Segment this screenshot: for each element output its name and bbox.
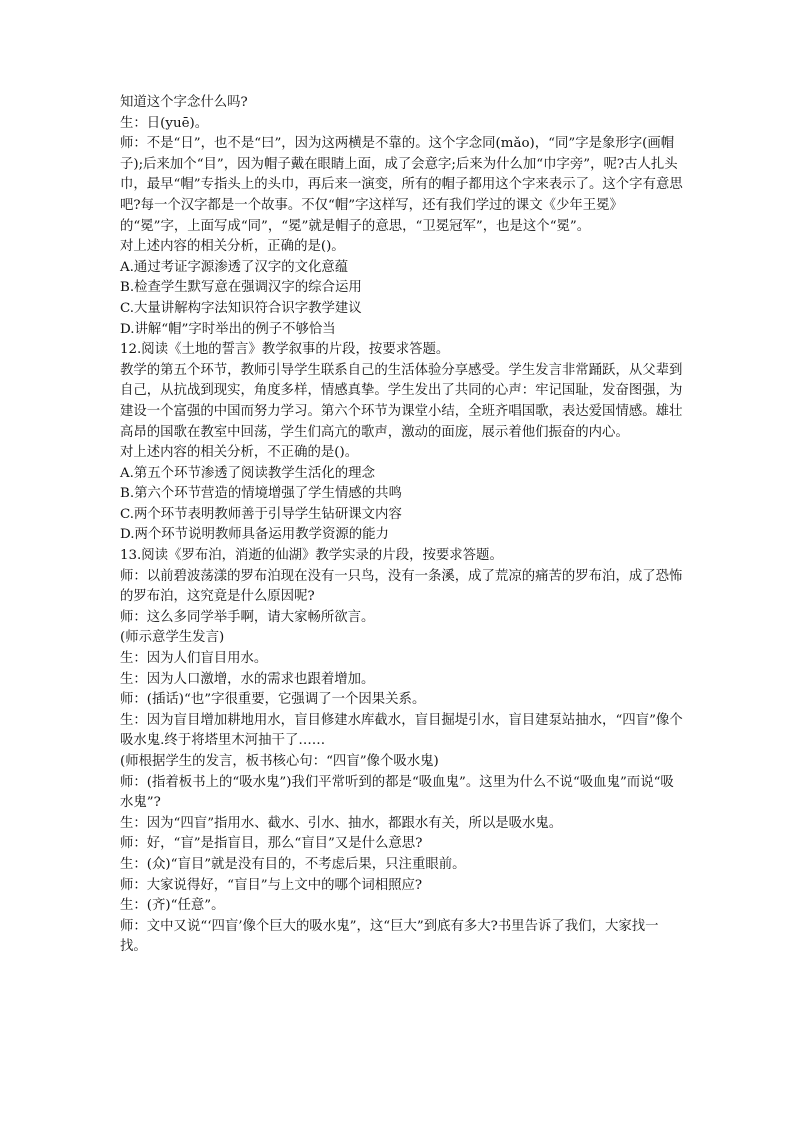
text-line: 知道这个字念什么吗?: [120, 95, 248, 110]
text-line: 生：日(yuē)。: [120, 115, 209, 131]
option-c: C.两个环节表明教师善于引导学生钻研课文内容: [120, 506, 402, 522]
option-a: A.第五个环节渗透了阅读教学生活化的理念: [120, 465, 375, 481]
question-stem: 对上述内容的相关分析，正确的是()。: [120, 239, 345, 255]
question-stem: 对上述内容的相关分析，不正确的是()。: [120, 445, 359, 461]
dialogue-line: 师：文中又说“‘四盲’像个巨大的吸水鬼”，这“巨大”到底有多大?书里告诉了我们，大家找一找。: [120, 918, 659, 955]
option-d: D.两个环节说明教师具备运用教学资源的能力: [120, 527, 389, 543]
dialogue-line: 师：(插话)“也”字很重要，它强调了一个因果关系。: [120, 692, 426, 708]
option-d: D.讲解“帽”字时举出的例子不够恰当: [120, 321, 336, 337]
option-a: A.通过考证字源渗透了汉字的文化意蕴: [120, 259, 349, 275]
stage-note: (师根据学生的发言，板书核心句：“四盲”像个吸水鬼): [120, 754, 439, 769]
dialogue-line: 生：因为“四盲”指用水、截水、引水、抽水，都跟水有关，所以是吸水鬼。: [120, 815, 563, 831]
dialogue-line: 生：因为人们盲目用水。: [120, 651, 268, 667]
dialogue-line: 师：以前碧波荡漾的罗布泊现在没有一只鸟，没有一条溪，成了荒凉的痛苦的罗布泊，成了恐怖的罗布泊，这究竟是什么原因呢?: [120, 568, 683, 605]
dialogue-line: 师：这么多同学举手啊，请大家畅所欲言。: [120, 609, 375, 625]
question-13-title: 13.阅读《罗布泊，消逝的仙湖》教学实录的片段，按要求答题。: [120, 548, 503, 564]
dialogue-line: 师：(指着板书上的“吸水鬼”)我们平常听到的都是“吸血鬼”。这里为什么不说“吸血鬼”而说“吸水鬼”?: [120, 774, 674, 811]
stage-note: (师示意学生发言): [120, 630, 225, 646]
option-b: B.第六个环节营造的情境增强了学生情感的共鸣: [120, 486, 402, 502]
question-12-title: 12.阅读《土地的誓言》教学叙事的片段，按要求答题。: [120, 342, 450, 358]
teacher-paragraph: 师：不是“日”，也不是“曰”，因为这两横是不靠的。这个字念同(mǎo)，“同”字是象形字(画帽子);后来加个“目”，因为帽子戴在眼睛上面，成了会意字;后来为什么加“巾字旁”，呢?古人扎头巾，最早“帽”专指头上的头巾，再后来一演变，所有的帽子都用这个字来表示了。这个字有意思吧?每一个汉字都是一个故事。不仅“帽”字这样写，还有我们学过的课文《少年王冕》的“冕”字，上面写成“同”，“冕”就是帽子的意思，“卫冕冠军”，也是这个“冕”。: [120, 136, 683, 234]
dialogue-line: 师：大家说得好，“盲目”与上文中的哪个词相照应?: [120, 877, 423, 893]
document-body: [120, 93, 685, 958]
dialogue-line: 师：好，“盲”是指盲目，那么“盲目”又是什么意思?: [120, 836, 423, 852]
option-b: B.检查学生默写意在强调汉字的综合运用: [120, 280, 362, 296]
option-c: C.大量讲解构字法知识符合识字教学建议: [120, 300, 362, 316]
dialogue-line: 生：因为人口激增，水的需求也跟着增加。: [120, 671, 375, 687]
dialogue-line: 生：(众)“盲目”就是没有目的，不考虑后果，只注重眼前。: [120, 856, 466, 872]
question-12-passage: 教学的第五个环节，教师引导学生联系自己的生活体验分享感受。学生发言非常踊跃，从父辈到自己，从抗战到现实，角度多样，情感真挚。学生发出了共同的心声：牢记国耻，发奋图强，为建设一个富强的中国而努力学习。第六个环节为课堂小结，全班齐唱国歌，表达爱国情感。雄壮高昂的国歌在教室中回荡，学生们高亢的歌声，激动的面庞，展示着他们振奋的内心。: [120, 362, 683, 440]
dialogue-line: 生：(齐)“任意”。: [120, 898, 225, 914]
dialogue-line: 生：因为盲目增加耕地用水，盲目修建水库截水，盲目掘堤引水，盲目建泵站抽水，“四盲”像个吸水鬼.终于将塔里木河抽干了……: [120, 712, 683, 749]
